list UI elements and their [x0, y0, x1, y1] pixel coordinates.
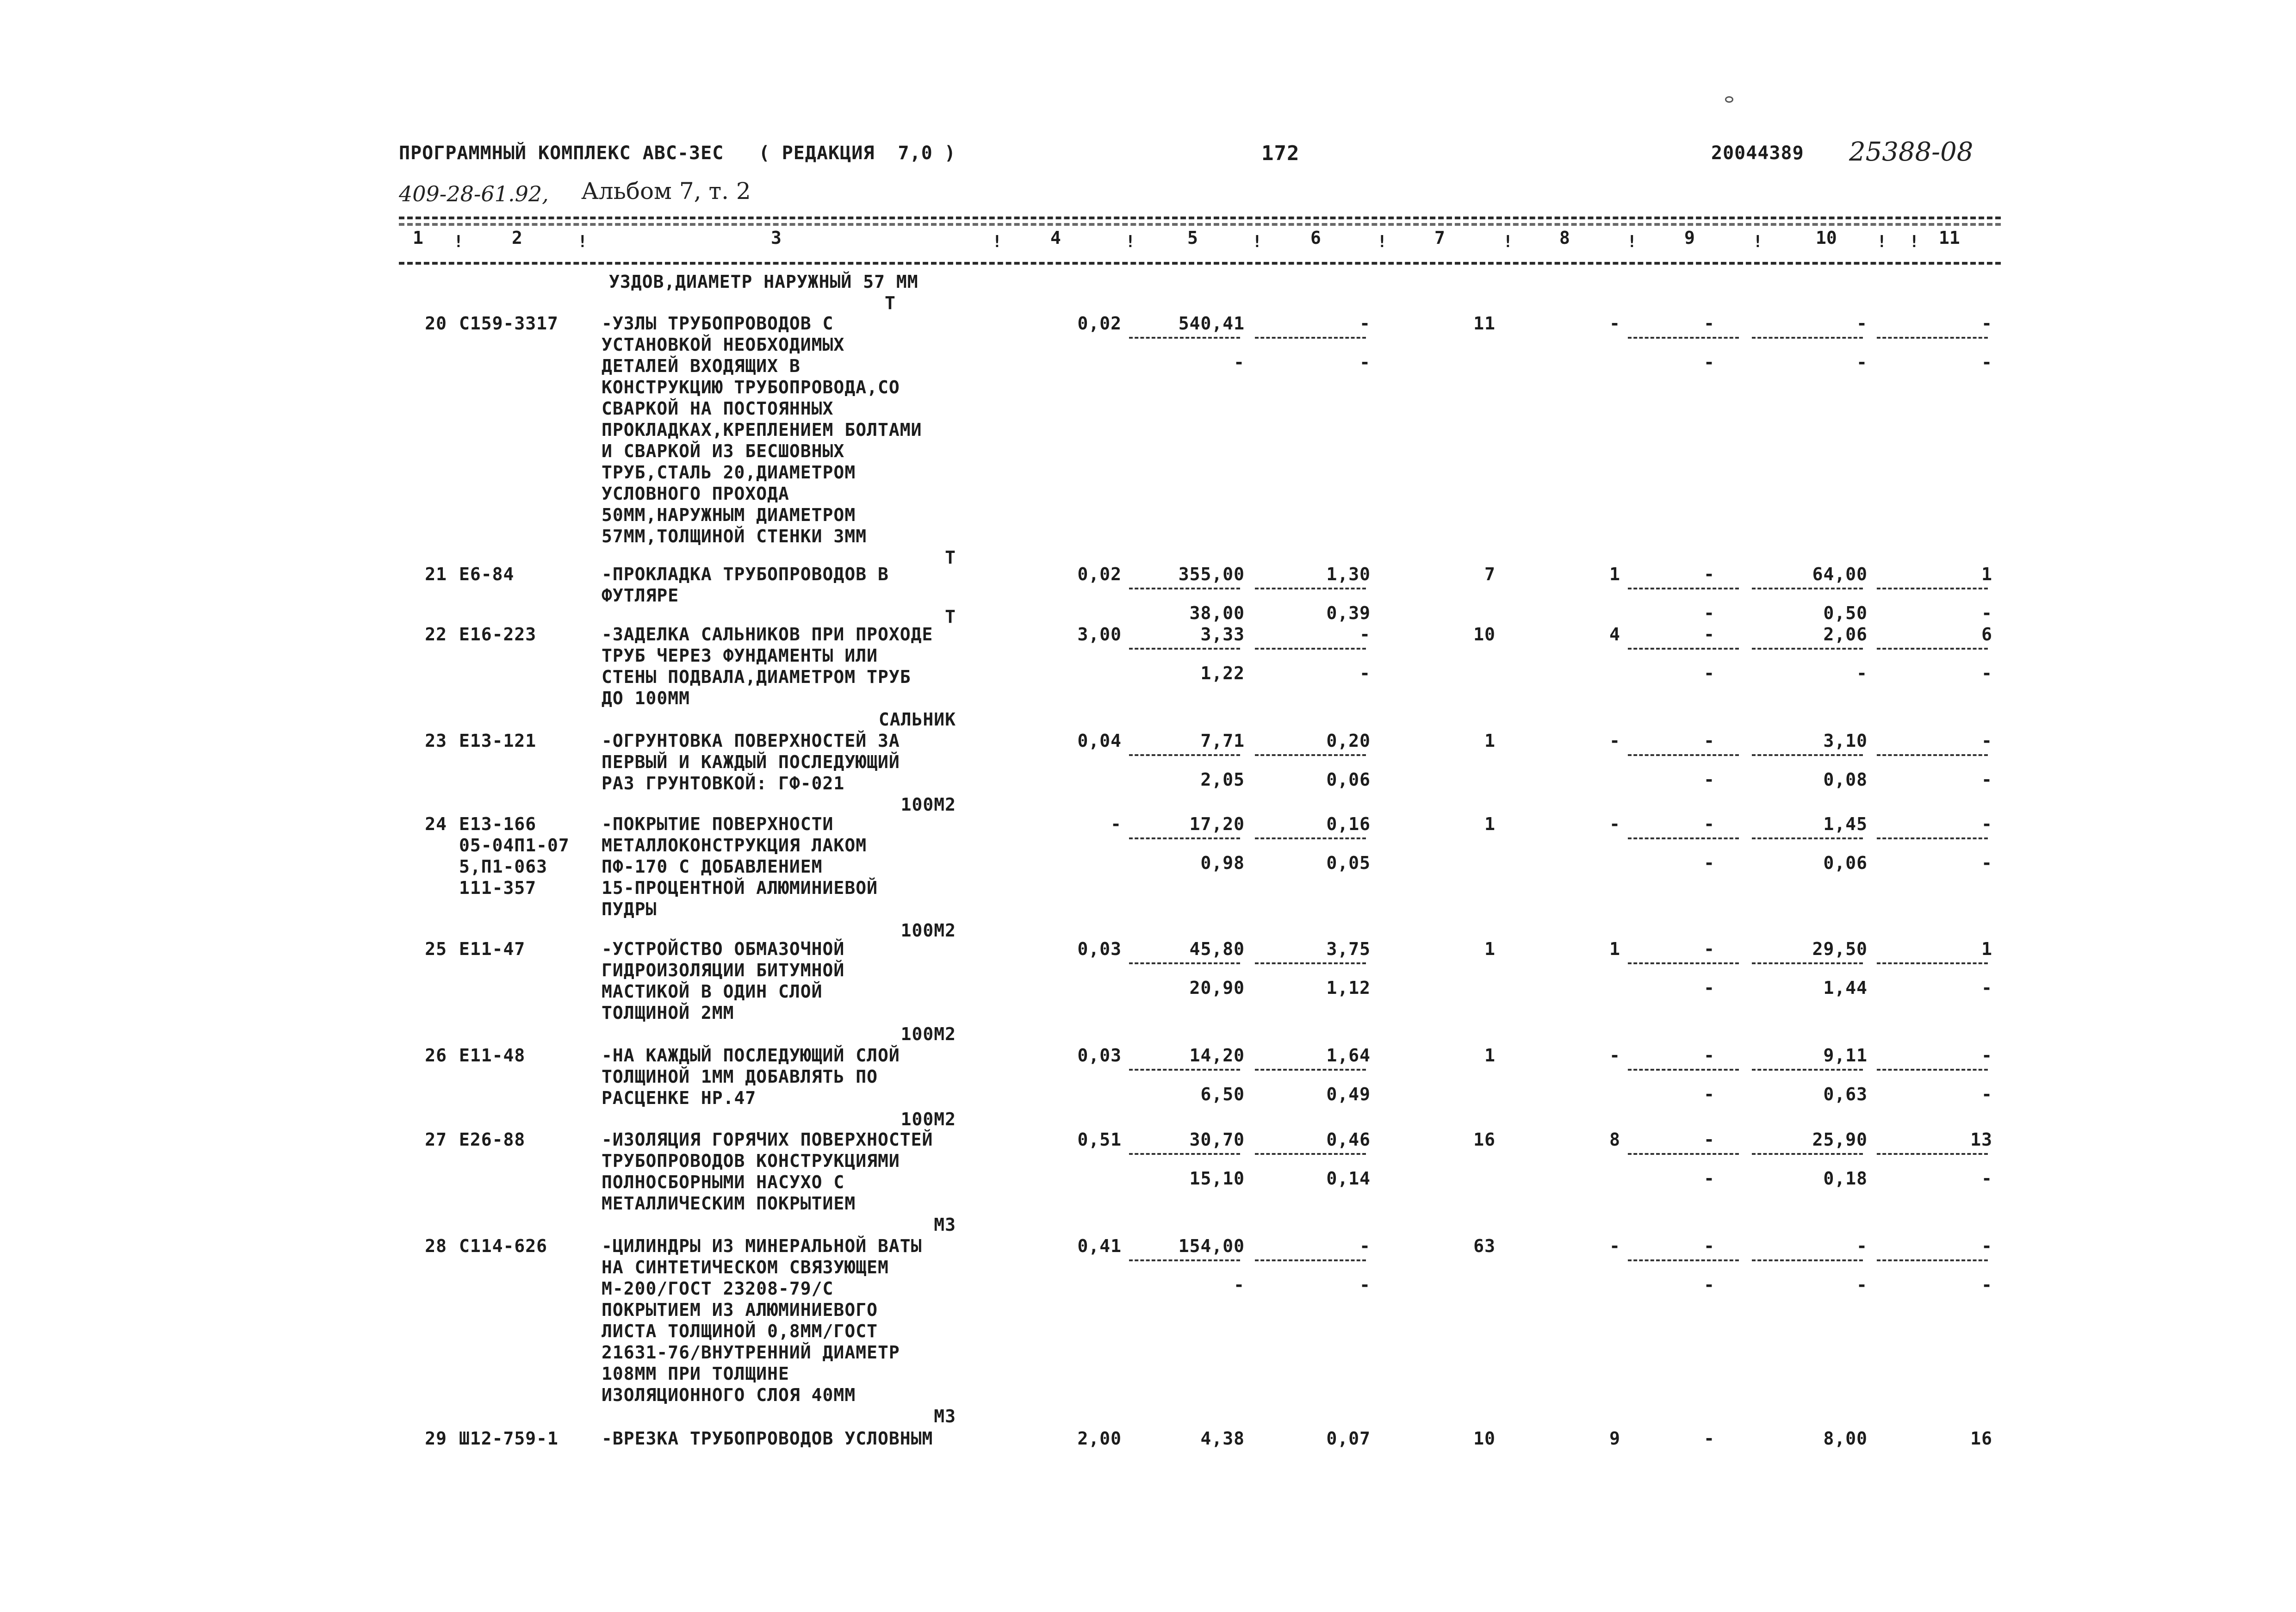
- value-col-10: 64,00: [1812, 564, 1868, 584]
- row-unit: М3: [934, 1215, 956, 1235]
- value-col-10-secondary: 1,44: [1823, 978, 1868, 998]
- value-col-9-secondary: -: [1704, 663, 1715, 683]
- value-col-8: 1: [1609, 564, 1620, 584]
- value-underline: [1255, 337, 1366, 339]
- value-underline: [1752, 837, 1863, 839]
- value-col-5-secondary: -: [1234, 352, 1245, 372]
- value-underline: [1877, 588, 1988, 589]
- value-underline: [1129, 1153, 1240, 1155]
- value-underline: [1129, 1069, 1240, 1071]
- value-col-11: -: [1981, 313, 1992, 334]
- value-underline: [1628, 1153, 1739, 1155]
- value-col-6-secondary: 1,12: [1326, 978, 1371, 998]
- row-description: -ПРОКЛАДКА ТРУБОПРОВОДОВ В ФУТЛЯРЕ: [602, 564, 889, 606]
- value-col-11: 1: [1981, 939, 1992, 959]
- value-underline: [1877, 1259, 1988, 1261]
- intro-unit: Т: [885, 293, 896, 313]
- value-col-9-secondary: -: [1704, 603, 1715, 623]
- value-col-7: 7: [1484, 564, 1496, 584]
- value-col-6-secondary: 0,39: [1326, 603, 1371, 623]
- value-underline: [1752, 754, 1863, 756]
- row-description: -ВРЕЗКА ТРУБОПРОВОДОВ УСЛОВНЫМ: [602, 1428, 933, 1449]
- value-underline: [1129, 1259, 1240, 1261]
- value-underline: [1255, 1153, 1366, 1155]
- col-num-2: 2: [512, 228, 522, 248]
- row-unit: Т: [945, 547, 956, 568]
- value-col-5: 17,20: [1189, 814, 1245, 834]
- value-col-10-secondary: 0,50: [1823, 603, 1868, 623]
- value-col-5-secondary: 20,90: [1189, 978, 1245, 998]
- value-col-10: 9,11: [1823, 1045, 1868, 1066]
- row-number: 20: [425, 313, 447, 334]
- value-underline: [1628, 648, 1739, 650]
- value-col-9: -: [1704, 731, 1715, 751]
- value-underline: [1752, 648, 1863, 650]
- value-underline: [1255, 648, 1366, 650]
- row-code: Е11-48: [459, 1045, 526, 1066]
- value-col-6: -: [1359, 624, 1371, 645]
- col-sep: !: [992, 232, 1002, 251]
- col-sep: !: [1627, 232, 1637, 251]
- value-col-4: 0,51: [1077, 1129, 1122, 1150]
- value-col-5: 30,70: [1189, 1129, 1245, 1150]
- value-col-8: -: [1609, 731, 1620, 751]
- value-col-6-secondary: 0,49: [1326, 1084, 1371, 1104]
- col-num-7: 7: [1434, 228, 1445, 248]
- value-col-9: -: [1704, 939, 1715, 959]
- row-code: С114-626: [459, 1236, 548, 1256]
- value-col-5: 154,00: [1178, 1236, 1245, 1256]
- row-unit: САЛЬНИК: [878, 709, 956, 730]
- value-col-10-secondary: -: [1856, 1275, 1868, 1295]
- value-col-5: 3,33: [1200, 624, 1245, 645]
- row-description: -ИЗОЛЯЦИЯ ГОРЯЧИХ ПОВЕРХНОСТЕЙ ТРУБОПРОВОДОВ КОНСТРУКЦИЯМИ ПОЛНОСБОРНЫМИ НАСУХО С МЕТАЛЛИЧЕСКИМ ПОКРЫТИЕМ: [602, 1129, 933, 1214]
- value-col-9: -: [1704, 1428, 1715, 1449]
- value-col-6: 0,46: [1326, 1129, 1371, 1150]
- column-number-row: [0, 228, 2296, 255]
- value-col-4: 0,02: [1077, 313, 1122, 334]
- col-num-11: 11: [1939, 228, 1960, 248]
- row-number: 22: [425, 624, 447, 645]
- value-col-7: 1: [1484, 1045, 1496, 1066]
- value-col-8: 4: [1609, 624, 1620, 645]
- value-col-11-secondary: -: [1981, 853, 1992, 873]
- value-underline: [1877, 962, 1988, 964]
- value-col-9: -: [1704, 564, 1715, 584]
- value-col-11: -: [1981, 1045, 1992, 1066]
- value-col-5-secondary: -: [1234, 1275, 1245, 1295]
- value-col-7: 10: [1473, 1428, 1496, 1449]
- value-col-11: -: [1981, 1236, 1992, 1256]
- value-col-10-secondary: 0,08: [1823, 769, 1868, 790]
- value-col-4: 0,04: [1077, 731, 1122, 751]
- col-sep: !: [1909, 232, 1919, 251]
- value-col-9: -: [1704, 313, 1715, 334]
- col-sep: !: [1125, 232, 1136, 251]
- col-num-9: 9: [1684, 228, 1695, 248]
- value-col-11-secondary: -: [1981, 352, 1992, 372]
- value-col-6: 1,30: [1326, 564, 1371, 584]
- col-num-3: 3: [771, 228, 782, 248]
- value-col-4: 0,03: [1077, 1045, 1122, 1066]
- value-col-7: 11: [1473, 313, 1496, 334]
- value-underline: [1129, 754, 1240, 756]
- value-underline: [1628, 754, 1739, 756]
- value-col-7: 63: [1473, 1236, 1496, 1256]
- value-underline: [1628, 337, 1739, 339]
- value-col-4: 3,00: [1077, 624, 1122, 645]
- value-col-5-secondary: 1,22: [1200, 663, 1245, 683]
- row-description: -ЗАДЕЛКА САЛЬНИКОВ ПРИ ПРОХОДЕ ТРУБ ЧЕРЕЗ ФУНДАМЕНТЫ ИЛИ СТЕНЫ ПОДВАЛА,ДИАМЕТРОМ ТРУБ ДО 100ММ: [602, 624, 933, 708]
- value-col-11: 16: [1970, 1428, 1992, 1449]
- value-col-7: 1: [1484, 814, 1496, 834]
- value-col-9: -: [1704, 624, 1715, 645]
- value-col-8: 1: [1609, 939, 1620, 959]
- value-col-4: -: [1111, 814, 1122, 834]
- value-col-11: 13: [1970, 1129, 1992, 1150]
- value-underline: [1752, 1153, 1863, 1155]
- value-col-11-secondary: -: [1981, 603, 1992, 623]
- value-col-5: 4,38: [1200, 1428, 1245, 1449]
- value-col-5: 45,80: [1189, 939, 1245, 959]
- row-number: 29: [425, 1428, 447, 1449]
- value-underline: [1255, 754, 1366, 756]
- value-col-6: 3,75: [1326, 939, 1371, 959]
- col-num-6: 6: [1310, 228, 1321, 248]
- value-underline: [1752, 962, 1863, 964]
- value-col-6: 0,07: [1326, 1428, 1371, 1449]
- value-underline: [1129, 837, 1240, 839]
- value-col-7: 1: [1484, 939, 1496, 959]
- row-code: Ш12-759-1: [459, 1428, 558, 1449]
- value-underline: [1255, 588, 1366, 589]
- value-underline: [1129, 962, 1240, 964]
- row-number: 27: [425, 1129, 447, 1150]
- value-col-6-secondary: 0,05: [1326, 853, 1371, 873]
- handwritten-ref: 409-28-61.92,: [399, 181, 549, 206]
- row-number: 24: [425, 814, 447, 834]
- value-col-9-secondary: -: [1704, 769, 1715, 790]
- value-underline: [1877, 837, 1988, 839]
- value-col-4: 0,03: [1077, 939, 1122, 959]
- value-col-9-secondary: -: [1704, 1084, 1715, 1104]
- value-underline: [1752, 588, 1863, 589]
- value-col-11-secondary: -: [1981, 1275, 1992, 1295]
- value-underline: [1877, 648, 1988, 650]
- col-num-10: 10: [1816, 228, 1837, 248]
- row-code: Е16-223: [459, 624, 537, 645]
- value-underline: [1255, 962, 1366, 964]
- col-sep: !: [1377, 232, 1387, 251]
- value-col-6: 0,20: [1326, 731, 1371, 751]
- value-col-6: -: [1359, 313, 1371, 334]
- row-unit: М3: [934, 1406, 956, 1426]
- value-col-5-secondary: 0,98: [1200, 853, 1245, 873]
- value-col-5-secondary: 38,00: [1189, 603, 1245, 623]
- col-sep: !: [1877, 232, 1887, 251]
- row-unit: 100М2: [900, 1109, 956, 1129]
- col-sep: !: [1252, 232, 1262, 251]
- value-col-4: 0,41: [1077, 1236, 1122, 1256]
- value-col-4: 0,02: [1077, 564, 1122, 584]
- value-col-8: -: [1609, 313, 1620, 334]
- page-number: 172: [1261, 142, 1300, 165]
- value-underline: [1877, 1153, 1988, 1155]
- value-col-9-secondary: -: [1704, 1275, 1715, 1295]
- document-code: 20044389: [1711, 143, 1804, 164]
- value-col-5-secondary: 15,10: [1189, 1168, 1245, 1189]
- value-underline: [1129, 588, 1240, 589]
- row-number: 26: [425, 1045, 447, 1066]
- col-num-1: 1: [413, 228, 423, 248]
- row-description: -НА КАЖДЫЙ ПОСЛЕДУЮЩИЙ СЛОЙ ТОЛЩИНОЙ 1ММ ДОБАВЛЯТЬ ПО РАСЦЕНКЕ НР.47: [602, 1045, 900, 1108]
- intro-text: УЗДОВ,ДИАМЕТР НАРУЖНЫЙ 57 ММ: [609, 272, 918, 292]
- row-number: 25: [425, 939, 447, 959]
- col-num-4: 4: [1050, 228, 1061, 248]
- col-sep: !: [577, 232, 588, 251]
- row-unit: 100М2: [900, 1024, 956, 1044]
- value-underline: [1255, 1069, 1366, 1071]
- row-code: С159-3317: [459, 313, 558, 334]
- value-col-5-secondary: 6,50: [1200, 1084, 1245, 1104]
- value-col-9-secondary: -: [1704, 853, 1715, 873]
- row-code: Е6-84: [459, 564, 515, 584]
- value-col-10: 29,50: [1812, 939, 1868, 959]
- program-title: ПРОГРАММНЫЙ КОМПЛЕКС АВС-3ЕС ( РЕДАКЦИЯ 7,0 ): [399, 143, 956, 164]
- row-number: 21: [425, 564, 447, 584]
- value-col-8: -: [1609, 1045, 1620, 1066]
- value-col-6-secondary: 0,14: [1326, 1168, 1371, 1189]
- value-col-8: 9: [1609, 1428, 1620, 1449]
- value-col-5: 7,71: [1200, 731, 1245, 751]
- row-unit: 100М2: [900, 794, 956, 815]
- value-underline: [1752, 337, 1863, 339]
- value-col-9: -: [1704, 814, 1715, 834]
- value-col-9: -: [1704, 1045, 1715, 1066]
- value-underline: [1877, 1069, 1988, 1071]
- value-underline: [1129, 648, 1240, 650]
- value-col-6: 0,16: [1326, 814, 1371, 834]
- value-underline: [1628, 1069, 1739, 1071]
- value-underline: [1628, 962, 1739, 964]
- row-code: Е11-47: [459, 939, 526, 959]
- value-col-10: 2,06: [1823, 624, 1868, 645]
- value-col-9: -: [1704, 1129, 1715, 1150]
- value-underline: [1255, 1259, 1366, 1261]
- value-col-7: 10: [1473, 624, 1496, 645]
- value-col-11: 6: [1981, 624, 1992, 645]
- row-code: Е13-121: [459, 731, 537, 751]
- value-col-6-secondary: -: [1359, 663, 1371, 683]
- value-col-6-secondary: -: [1359, 1275, 1371, 1295]
- value-col-10: -: [1856, 1236, 1868, 1256]
- col-sep: !: [1503, 232, 1513, 251]
- value-underline: [1628, 1259, 1739, 1261]
- value-underline: [1129, 337, 1240, 339]
- table-top-rule-2: [399, 223, 2001, 226]
- value-underline: [1752, 1259, 1863, 1261]
- handwritten-code: 25388-08: [1849, 137, 1973, 167]
- row-description: -ПОКРЫТИЕ ПОВЕРХНОСТИ МЕТАЛЛОКОНСТРУКЦИЯ ЛАКОМ ПФ-170 С ДОБАВЛЕНИЕМ 15-ПРОЦЕНТНОЙ АЛЮМИНИЕВОЙ ПУДРЫ: [602, 814, 878, 919]
- value-col-11-secondary: -: [1981, 1168, 1992, 1189]
- value-col-5: 355,00: [1178, 564, 1245, 584]
- value-col-5: 14,20: [1189, 1045, 1245, 1066]
- value-underline: [1255, 837, 1366, 839]
- value-col-5: 540,41: [1178, 313, 1245, 334]
- value-col-11-secondary: -: [1981, 769, 1992, 790]
- value-col-10: 3,10: [1823, 731, 1868, 751]
- value-col-7: 1: [1484, 731, 1496, 751]
- row-description: -УСТРОЙСТВО ОБМАЗОЧНОЙ ГИДРОИЗОЛЯЦИИ БИТУМНОЙ МАСТИКОЙ В ОДИН СЛОЙ ТОЛЩИНОЙ 2ММ: [602, 939, 845, 1023]
- page-mark-dot: [1725, 96, 1733, 103]
- row-code: Е26-88: [459, 1129, 526, 1150]
- value-col-8: -: [1609, 814, 1620, 834]
- value-underline: [1628, 588, 1739, 589]
- value-col-9-secondary: -: [1704, 352, 1715, 372]
- value-col-9: -: [1704, 1236, 1715, 1256]
- col-num-8: 8: [1559, 228, 1570, 248]
- value-underline: [1877, 337, 1988, 339]
- value-underline: [1628, 837, 1739, 839]
- col-sep: !: [1753, 232, 1763, 251]
- value-col-10-secondary: -: [1856, 663, 1868, 683]
- value-col-6: 1,64: [1326, 1045, 1371, 1066]
- value-col-6-secondary: -: [1359, 352, 1371, 372]
- row-code: Е13-166 05-04П1-07 5,П1-063 111-357: [459, 814, 570, 898]
- value-col-6: -: [1359, 1236, 1371, 1256]
- album-label: Альбом 7, т. 2: [581, 178, 751, 205]
- value-col-11: 1: [1981, 564, 1992, 584]
- value-col-10-secondary: 0,06: [1823, 853, 1868, 873]
- row-unit: Т: [945, 607, 956, 627]
- value-underline: [1752, 1069, 1863, 1071]
- value-col-10-secondary: 0,63: [1823, 1084, 1868, 1104]
- value-col-9-secondary: -: [1704, 1168, 1715, 1189]
- row-description: -УЗЛЫ ТРУБОПРОВОДОВ С УСТАНОВКОЙ НЕОБХОДИМЫХ ДЕТАЛЕЙ ВХОДЯЩИХ В КОНСТРУКЦИЮ ТРУБОПРОВОДА,СО СВАРКОЙ НА ПОСТОЯННЫХ ПРОКЛАДКАХ,КРЕПЛЕНИЕМ БОЛТАМИ И СВАРКОЙ ИЗ БЕСШОВНЫХ ТРУБ,СТАЛЬ 20,ДИАМЕТРОМ УСЛОВНОГО ПРОХОДА 50ММ,НАРУЖНЫМ ДИАМЕТРОМ 57ММ,ТОЛЩИНОЙ СТЕНКИ 3ММ: [602, 313, 922, 546]
- row-number: 28: [425, 1236, 447, 1256]
- value-col-11-secondary: -: [1981, 1084, 1992, 1104]
- value-col-10-secondary: -: [1856, 352, 1868, 372]
- table-header-rule: [399, 262, 2001, 265]
- row-description: -ОГРУНТОВКА ПОВЕРХНОСТЕЙ ЗА ПЕРВЫЙ И КАЖДЫЙ ПОСЛЕДУЮЩИЙ РАЗ ГРУНТОВКОЙ: ГФ-021: [602, 731, 900, 794]
- row-description: -ЦИЛИНДРЫ ИЗ МИНЕРАЛЬНОЙ ВАТЫ НА СИНТЕТИЧЕСКОМ СВЯЗУЮЩЕМ М-200/ГОСТ 23208-79/С ПОКРЫТИЕМ ИЗ АЛЮМИНИЕВОГО ЛИСТА ТОЛЩИНОЙ 0,8ММ/ГОСТ 21631-76/ВНУТРЕННИЙ ДИАМЕТР 108ММ ПРИ ТОЛЩИНЕ ИЗОЛЯЦИОННОГО СЛОЯ 40ММ: [602, 1236, 922, 1405]
- col-sep: !: [453, 232, 464, 251]
- value-col-8: -: [1609, 1236, 1620, 1256]
- row-number: 23: [425, 731, 447, 751]
- value-col-10-secondary: 0,18: [1823, 1168, 1868, 1189]
- value-col-11: -: [1981, 731, 1992, 751]
- value-col-11-secondary: -: [1981, 663, 1992, 683]
- value-col-8: 8: [1609, 1129, 1620, 1150]
- value-col-10: 1,45: [1823, 814, 1868, 834]
- table-top-rule: [399, 217, 2001, 219]
- value-col-5-secondary: 2,05: [1200, 769, 1245, 790]
- value-col-11-secondary: -: [1981, 978, 1992, 998]
- value-underline: [1877, 754, 1988, 756]
- value-col-10: 8,00: [1823, 1428, 1868, 1449]
- value-col-11: -: [1981, 814, 1992, 834]
- value-col-10: -: [1856, 313, 1868, 334]
- value-col-7: 16: [1473, 1129, 1496, 1150]
- value-col-6-secondary: 0,06: [1326, 769, 1371, 790]
- row-unit: 100М2: [900, 920, 956, 941]
- col-num-5: 5: [1187, 228, 1198, 248]
- value-col-10: 25,90: [1812, 1129, 1868, 1150]
- value-col-9-secondary: -: [1704, 978, 1715, 998]
- value-col-4: 2,00: [1077, 1428, 1122, 1449]
